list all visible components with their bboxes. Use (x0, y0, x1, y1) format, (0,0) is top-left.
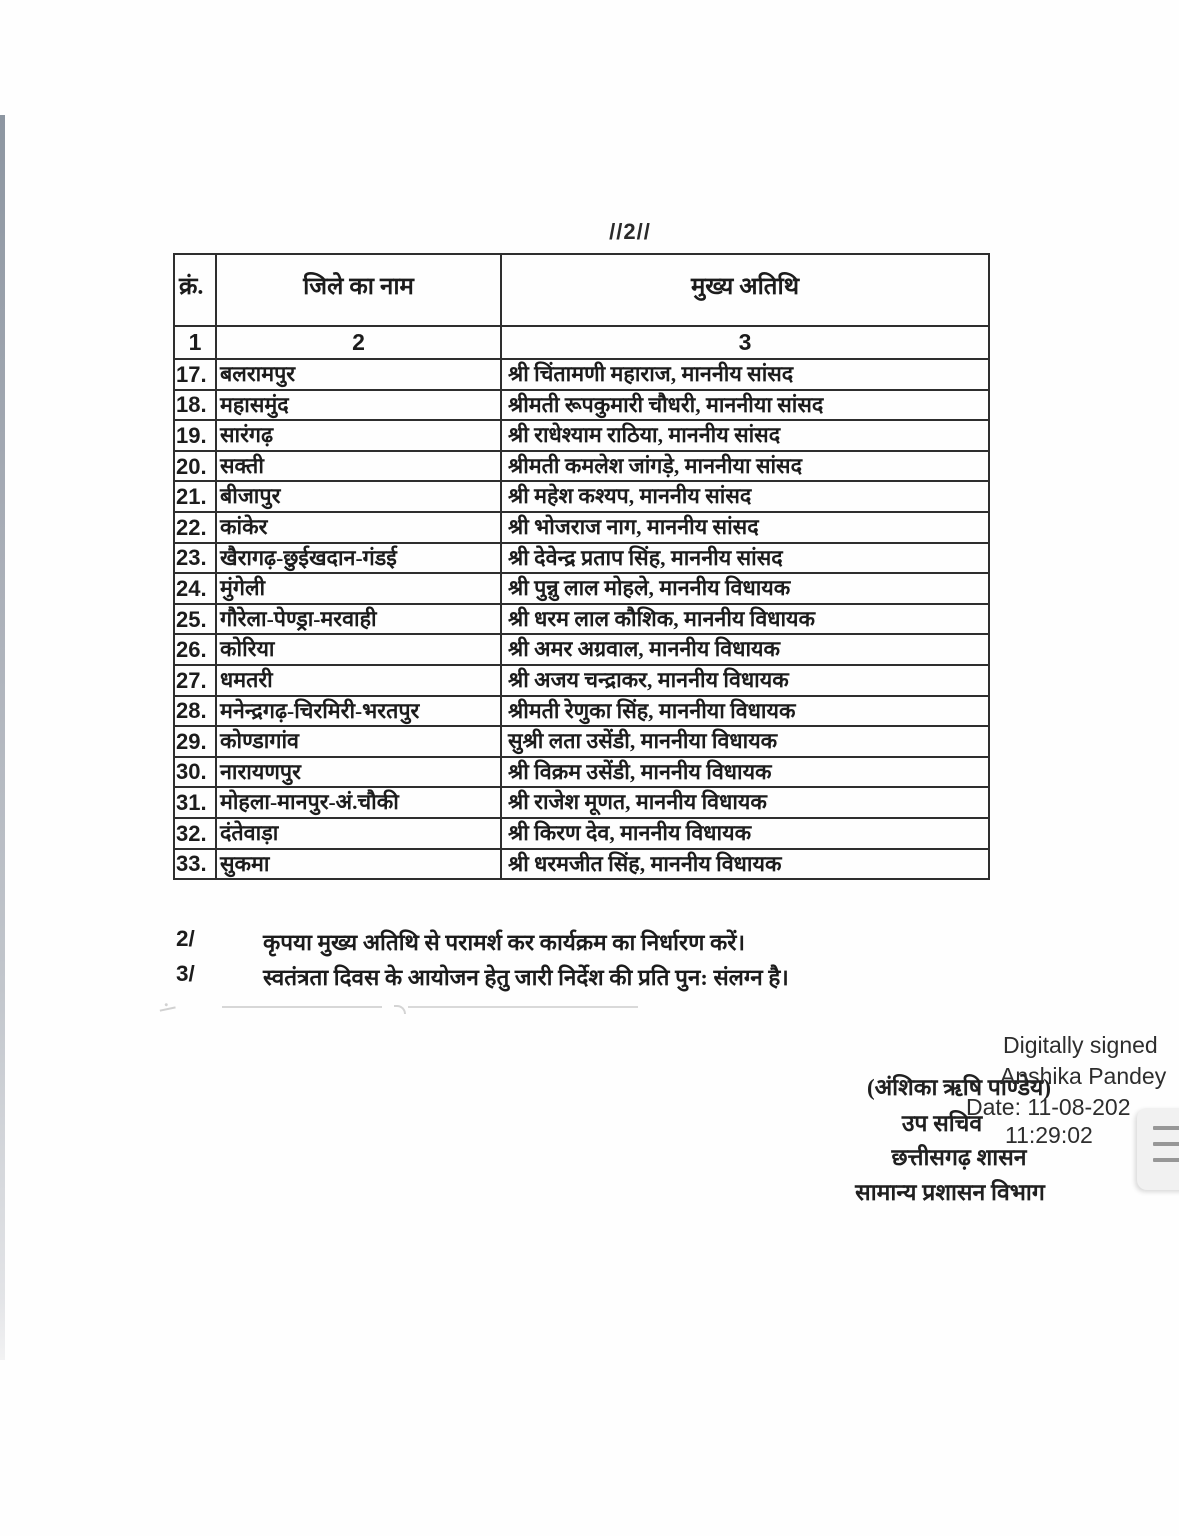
serial-cell: 19. (174, 420, 216, 451)
signature-department: सामान्य प्रशासन विभाग (855, 1180, 1045, 1205)
district-cell: बलरामपुर (216, 359, 501, 390)
signature-designation: उप सचिव (901, 1111, 983, 1136)
column-number-3: 3 (501, 326, 989, 359)
serial-cell: 27. (174, 665, 216, 696)
table-row (174, 696, 989, 727)
column-number-1: 1 (174, 326, 216, 359)
guest-cell: श्री पुन्नु लाल मोहले, माननीय विधायक (501, 573, 989, 604)
note-text: कृपया मुख्य अतिथि से परामर्श कर कार्यक्रम का निर्धारण करें। (263, 930, 745, 955)
table-row (174, 390, 989, 421)
table-row (174, 726, 989, 757)
serial-cell: 23. (174, 543, 216, 574)
guest-cell: श्री धरमजीत सिंह, माननीय विधायक (501, 849, 989, 880)
guest-cell: श्री धरम लाल कौशिक, माननीय विधायक (501, 604, 989, 635)
district-cell: कांकेर (216, 512, 501, 543)
guest-cell: श्री भोजराज नाग, माननीय सांसद (501, 512, 989, 543)
guest-cell: सुश्री लता उसेंडी, माननीया विधायक (501, 726, 989, 757)
guest-cell: श्री अमर अग्रवाल, माननीय विधायक (501, 634, 989, 665)
district-cell: धमतरी (216, 665, 501, 696)
guest-cell: श्री राजेश मूणत, माननीय विधायक (501, 787, 989, 818)
digital-signature-date: Date: 11-08-202 (966, 1094, 1131, 1120)
digital-signature-time: 11:29:02 (1005, 1122, 1093, 1148)
district-cell: दंतेवाड़ा (216, 818, 501, 849)
guest-cell: श्री महेश कश्यप, माननीय सांसद (501, 481, 989, 512)
table-row (174, 818, 989, 849)
digital-signature-name: Anshika Pandey (1000, 1063, 1167, 1089)
table-row (174, 573, 989, 604)
serial-cell: 21. (174, 481, 216, 512)
header-guest: मुख्य अतिथि (501, 254, 989, 326)
table-row (174, 481, 989, 512)
serial-cell: 28. (174, 696, 216, 727)
guest-cell: श्री देवेन्द्र प्रताप सिंह, माननीय सांसद (501, 543, 989, 574)
district-cell: गौरेला-पेण्ड्रा-मरवाही (216, 604, 501, 635)
table-row (174, 849, 989, 880)
district-cell: नारायणपुर (216, 757, 501, 788)
serial-cell: 29. (174, 726, 216, 757)
table-row (174, 451, 989, 482)
serial-cell: 25. (174, 604, 216, 635)
table-header-row (174, 254, 989, 326)
note-item (176, 961, 936, 992)
column-number-row (174, 326, 989, 359)
serial-cell: 30. (174, 757, 216, 788)
district-cell: कोण्डागांव (216, 726, 501, 757)
table-row (174, 359, 989, 390)
district-cell: मोहला-मानपुर-अं.चौकी (216, 787, 501, 818)
note-index: 2/ (176, 926, 195, 951)
guest-cell: श्रीमती कमलेश जांगड़े, माननीया सांसद (501, 451, 989, 482)
district-cell: कोरिया (216, 634, 501, 665)
digital-signature-line: Digitally signed (1003, 1032, 1158, 1058)
table-row (174, 543, 989, 574)
guest-cell: श्रीमती रेणुका सिंह, माननीया विधायक (501, 696, 989, 727)
guest-cell: श्रीमती रूपकुमारी चौधरी, माननीया सांसद (501, 390, 989, 421)
district-cell: मनेन्द्रगढ़-चिरमिरी-भरतपुर (216, 696, 501, 727)
note-text: स्वतंत्रता दिवस के आयोजन हेतु जारी निर्देश की प्रति पुन: संलग्न है। (263, 965, 789, 990)
table-row (174, 665, 989, 696)
guest-cell: श्री राधेश्याम राठिया, माननीय सांसद (501, 420, 989, 451)
note-index: 3/ (176, 961, 195, 986)
table-row (174, 757, 989, 788)
header-serial: क्रं. (174, 254, 216, 326)
guest-cell: श्री किरण देव, माननीय विधायक (501, 818, 989, 849)
serial-cell: 26. (174, 634, 216, 665)
page-number: //2// (609, 219, 651, 244)
district-cell: सक्ती (216, 451, 501, 482)
district-cell: महासमुंद (216, 390, 501, 421)
scroll-widget[interactable] (1137, 1108, 1179, 1190)
table-row (174, 420, 989, 451)
signature-name-hindi: (अंशिका ऋषि पाण्डेय) (866, 1075, 1052, 1100)
district-cell: सारंगढ़ (216, 420, 501, 451)
serial-cell: 33. (174, 849, 216, 880)
serial-cell: 31. (174, 787, 216, 818)
table-row (174, 604, 989, 635)
faded-text-artifact (158, 1000, 658, 1016)
serial-cell: 17. (174, 359, 216, 390)
serial-cell: 22. (174, 512, 216, 543)
serial-cell: 24. (174, 573, 216, 604)
table-body (174, 359, 989, 879)
district-guest-table (173, 253, 990, 880)
serial-cell: 18. (174, 390, 216, 421)
table-row (174, 512, 989, 543)
serial-cell: 32. (174, 818, 216, 849)
guest-cell: श्री विक्रम उसेंडी, माननीय विधायक (501, 757, 989, 788)
guest-cell: श्री चिंतामणी महाराज, माननीय सांसद (501, 359, 989, 390)
district-cell: खैरागढ़-छुईखदान-गंडई (216, 543, 501, 574)
note-item (176, 926, 936, 957)
guest-cell: श्री अजय चन्द्राकर, माननीय विधायक (501, 665, 989, 696)
column-number-2: 2 (216, 326, 501, 359)
district-cell: सुकमा (216, 849, 501, 880)
signature-government: छत्तीसगढ़ शासन (891, 1145, 1027, 1170)
table-row (174, 787, 989, 818)
table-row (174, 634, 989, 665)
header-district: जिले का नाम (216, 254, 501, 326)
page-edge-shadow (0, 115, 5, 1360)
district-cell: बीजापुर (216, 481, 501, 512)
serial-cell: 20. (174, 451, 216, 482)
district-cell: मुंगेली (216, 573, 501, 604)
